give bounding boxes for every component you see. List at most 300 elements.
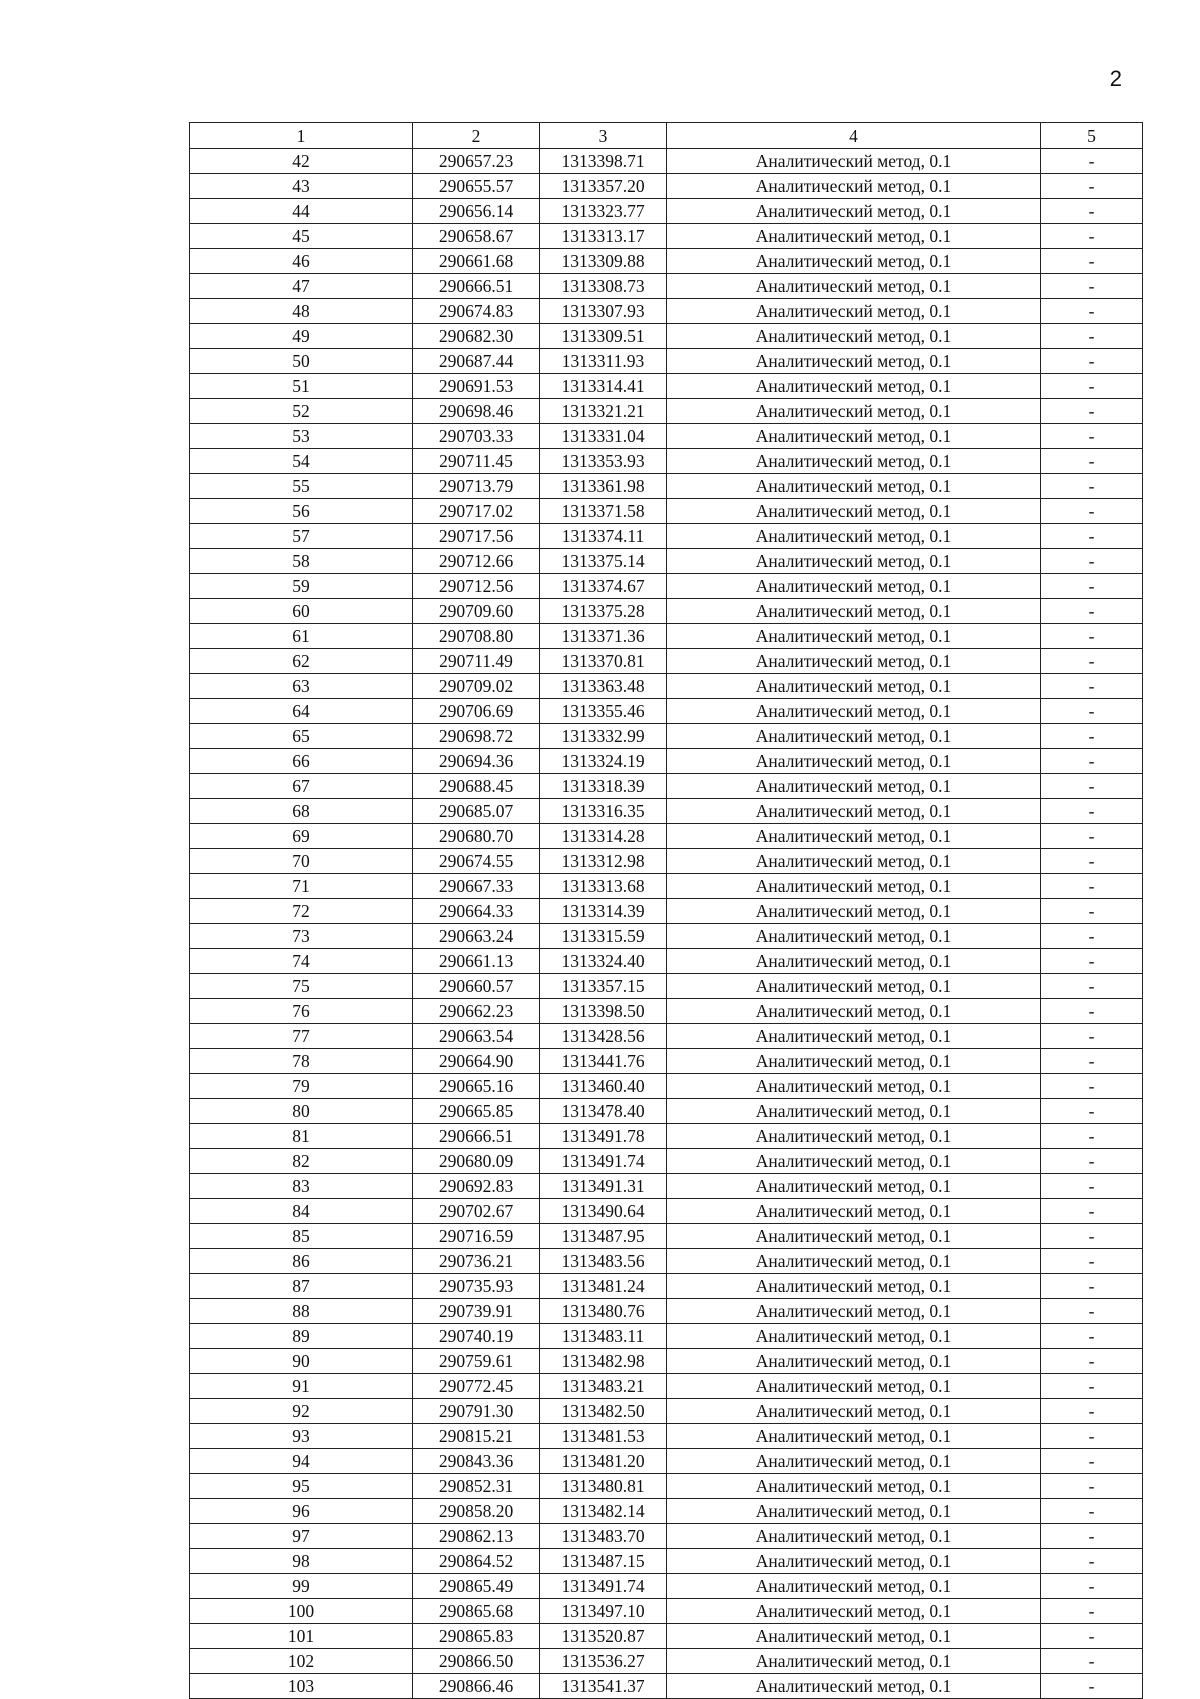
method-accuracy-cell: Аналитический метод, 0.1 — [667, 599, 1041, 624]
method-accuracy-cell: Аналитический метод, 0.1 — [667, 1599, 1041, 1624]
table-row — [190, 424, 1143, 449]
method-accuracy-cell: Аналитический метод, 0.1 — [667, 899, 1041, 924]
y-coordinate-cell: 1313483.70 — [540, 1524, 667, 1549]
point-number-cell: 69 — [190, 824, 413, 849]
note-cell: - — [1041, 524, 1143, 549]
note-cell: - — [1041, 649, 1143, 674]
note-cell: - — [1041, 1674, 1143, 1699]
x-coordinate-cell: 290736.21 — [413, 1249, 540, 1274]
point-number-cell: 66 — [190, 749, 413, 774]
method-accuracy-cell: Аналитический метод, 0.1 — [667, 874, 1041, 899]
note-cell: - — [1041, 874, 1143, 899]
note-cell: - — [1041, 1624, 1143, 1649]
x-coordinate-cell: 290703.33 — [413, 424, 540, 449]
point-number-cell: 52 — [190, 399, 413, 424]
table-row — [190, 349, 1143, 374]
y-coordinate-cell: 1313482.98 — [540, 1349, 667, 1374]
table-row — [190, 1224, 1143, 1249]
point-number-cell: 42 — [190, 149, 413, 174]
point-number-cell: 53 — [190, 424, 413, 449]
y-coordinate-cell: 1313361.98 — [540, 474, 667, 499]
method-accuracy-cell: Аналитический метод, 0.1 — [667, 1674, 1041, 1699]
table-row — [190, 574, 1143, 599]
table-row — [190, 849, 1143, 874]
method-accuracy-cell: Аналитический метод, 0.1 — [667, 1174, 1041, 1199]
y-coordinate-cell: 1313520.87 — [540, 1624, 667, 1649]
note-cell: - — [1041, 224, 1143, 249]
y-coordinate-cell: 1313314.28 — [540, 824, 667, 849]
method-accuracy-cell: Аналитический метод, 0.1 — [667, 1424, 1041, 1449]
point-number-cell: 81 — [190, 1124, 413, 1149]
table-row — [190, 299, 1143, 324]
point-number-cell: 75 — [190, 974, 413, 999]
y-coordinate-cell: 1313331.04 — [540, 424, 667, 449]
table-row — [190, 1499, 1143, 1524]
note-cell: - — [1041, 1074, 1143, 1099]
method-accuracy-cell: Аналитический метод, 0.1 — [667, 349, 1041, 374]
note-cell: - — [1041, 1524, 1143, 1549]
table-row — [190, 949, 1143, 974]
point-number-cell: 67 — [190, 774, 413, 799]
x-coordinate-cell: 290858.20 — [413, 1499, 540, 1524]
point-number-cell: 99 — [190, 1574, 413, 1599]
x-coordinate-cell: 290717.02 — [413, 499, 540, 524]
x-coordinate-cell: 290674.83 — [413, 299, 540, 324]
note-cell: - — [1041, 1274, 1143, 1299]
table-row — [190, 1599, 1143, 1624]
note-cell: - — [1041, 1399, 1143, 1424]
y-coordinate-cell: 1313316.35 — [540, 799, 667, 824]
x-coordinate-cell: 290680.09 — [413, 1149, 540, 1174]
x-coordinate-cell: 290717.56 — [413, 524, 540, 549]
column-header: 1 — [190, 123, 413, 149]
y-coordinate-cell: 1313370.81 — [540, 649, 667, 674]
y-coordinate-cell: 1313398.50 — [540, 999, 667, 1024]
y-coordinate-cell: 1313481.24 — [540, 1274, 667, 1299]
note-cell: - — [1041, 474, 1143, 499]
note-cell: - — [1041, 349, 1143, 374]
table-row — [190, 499, 1143, 524]
note-cell: - — [1041, 774, 1143, 799]
method-accuracy-cell: Аналитический метод, 0.1 — [667, 1574, 1041, 1599]
method-accuracy-cell: Аналитический метод, 0.1 — [667, 499, 1041, 524]
method-accuracy-cell: Аналитический метод, 0.1 — [667, 1524, 1041, 1549]
y-coordinate-cell: 1313308.73 — [540, 274, 667, 299]
method-accuracy-cell: Аналитический метод, 0.1 — [667, 649, 1041, 674]
table-body — [190, 149, 1143, 1699]
x-coordinate-cell: 290667.33 — [413, 874, 540, 899]
table-row — [190, 1474, 1143, 1499]
x-coordinate-cell: 290709.60 — [413, 599, 540, 624]
method-accuracy-cell: Аналитический метод, 0.1 — [667, 549, 1041, 574]
y-coordinate-cell: 1313491.31 — [540, 1174, 667, 1199]
x-coordinate-cell: 290843.36 — [413, 1449, 540, 1474]
point-number-cell: 82 — [190, 1149, 413, 1174]
point-number-cell: 87 — [190, 1274, 413, 1299]
method-accuracy-cell: Аналитический метод, 0.1 — [667, 1399, 1041, 1424]
point-number-cell: 86 — [190, 1249, 413, 1274]
table-row — [190, 1374, 1143, 1399]
point-number-cell: 62 — [190, 649, 413, 674]
y-coordinate-cell: 1313398.71 — [540, 149, 667, 174]
y-coordinate-cell: 1313480.76 — [540, 1299, 667, 1324]
point-number-cell: 58 — [190, 549, 413, 574]
y-coordinate-cell: 1313371.36 — [540, 624, 667, 649]
y-coordinate-cell: 1313490.64 — [540, 1199, 667, 1224]
point-number-cell: 51 — [190, 374, 413, 399]
note-cell: - — [1041, 974, 1143, 999]
y-coordinate-cell: 1313313.68 — [540, 874, 667, 899]
method-accuracy-cell: Аналитический метод, 0.1 — [667, 849, 1041, 874]
table-header-row — [190, 123, 1143, 149]
point-number-cell: 74 — [190, 949, 413, 974]
coordinates-table — [189, 122, 1143, 1699]
table-row — [190, 374, 1143, 399]
x-coordinate-cell: 290865.83 — [413, 1624, 540, 1649]
table-row — [190, 1249, 1143, 1274]
point-number-cell: 88 — [190, 1299, 413, 1324]
method-accuracy-cell: Аналитический метод, 0.1 — [667, 524, 1041, 549]
table-row — [190, 1274, 1143, 1299]
y-coordinate-cell: 1313487.15 — [540, 1549, 667, 1574]
point-number-cell: 49 — [190, 324, 413, 349]
x-coordinate-cell: 290852.31 — [413, 1474, 540, 1499]
x-coordinate-cell: 290712.56 — [413, 574, 540, 599]
x-coordinate-cell: 290815.21 — [413, 1424, 540, 1449]
table-row — [190, 1174, 1143, 1199]
table-row — [190, 324, 1143, 349]
note-cell: - — [1041, 1424, 1143, 1449]
table-row — [190, 724, 1143, 749]
method-accuracy-cell: Аналитический метод, 0.1 — [667, 274, 1041, 299]
y-coordinate-cell: 1313353.93 — [540, 449, 667, 474]
method-accuracy-cell: Аналитический метод, 0.1 — [667, 699, 1041, 724]
method-accuracy-cell: Аналитический метод, 0.1 — [667, 674, 1041, 699]
method-accuracy-cell: Аналитический метод, 0.1 — [667, 749, 1041, 774]
note-cell: - — [1041, 1349, 1143, 1374]
y-coordinate-cell: 1313314.41 — [540, 374, 667, 399]
point-number-cell: 76 — [190, 999, 413, 1024]
note-cell: - — [1041, 549, 1143, 574]
x-coordinate-cell: 290674.55 — [413, 849, 540, 874]
table-row — [190, 399, 1143, 424]
method-accuracy-cell: Аналитический метод, 0.1 — [667, 1449, 1041, 1474]
x-coordinate-cell: 290657.23 — [413, 149, 540, 174]
point-number-cell: 98 — [190, 1549, 413, 1574]
note-cell: - — [1041, 374, 1143, 399]
method-accuracy-cell: Аналитический метод, 0.1 — [667, 624, 1041, 649]
x-coordinate-cell: 290865.49 — [413, 1574, 540, 1599]
note-cell: - — [1041, 849, 1143, 874]
x-coordinate-cell: 290680.70 — [413, 824, 540, 849]
point-number-cell: 77 — [190, 1024, 413, 1049]
table-row — [190, 1124, 1143, 1149]
x-coordinate-cell: 290685.07 — [413, 799, 540, 824]
y-coordinate-cell: 1313374.67 — [540, 574, 667, 599]
table-row — [190, 999, 1143, 1024]
method-accuracy-cell: Аналитический метод, 0.1 — [667, 174, 1041, 199]
note-cell: - — [1041, 449, 1143, 474]
note-cell: - — [1041, 274, 1143, 299]
table-row — [190, 1674, 1143, 1699]
y-coordinate-cell: 1313375.14 — [540, 549, 667, 574]
y-coordinate-cell: 1313487.95 — [540, 1224, 667, 1249]
x-coordinate-cell: 290662.23 — [413, 999, 540, 1024]
point-number-cell: 93 — [190, 1424, 413, 1449]
y-coordinate-cell: 1313483.21 — [540, 1374, 667, 1399]
method-accuracy-cell: Аналитический метод, 0.1 — [667, 399, 1041, 424]
point-number-cell: 56 — [190, 499, 413, 524]
point-number-cell: 100 — [190, 1599, 413, 1624]
method-accuracy-cell: Аналитический метод, 0.1 — [667, 424, 1041, 449]
point-number-cell: 90 — [190, 1349, 413, 1374]
note-cell: - — [1041, 1549, 1143, 1574]
note-cell: - — [1041, 1149, 1143, 1174]
y-coordinate-cell: 1313483.56 — [540, 1249, 667, 1274]
method-accuracy-cell: Аналитический метод, 0.1 — [667, 1499, 1041, 1524]
table-row — [190, 649, 1143, 674]
y-coordinate-cell: 1313363.48 — [540, 674, 667, 699]
note-cell: - — [1041, 949, 1143, 974]
method-accuracy-cell: Аналитический метод, 0.1 — [667, 1374, 1041, 1399]
method-accuracy-cell: Аналитический метод, 0.1 — [667, 199, 1041, 224]
point-number-cell: 95 — [190, 1474, 413, 1499]
point-number-cell: 47 — [190, 274, 413, 299]
x-coordinate-cell: 290708.80 — [413, 624, 540, 649]
note-cell: - — [1041, 149, 1143, 174]
table-row — [190, 624, 1143, 649]
y-coordinate-cell: 1313324.40 — [540, 949, 667, 974]
y-coordinate-cell: 1313313.17 — [540, 224, 667, 249]
point-number-cell: 89 — [190, 1324, 413, 1349]
method-accuracy-cell: Аналитический метод, 0.1 — [667, 374, 1041, 399]
y-coordinate-cell: 1313483.11 — [540, 1324, 667, 1349]
table-row — [190, 224, 1143, 249]
method-accuracy-cell: Аналитический метод, 0.1 — [667, 1324, 1041, 1349]
point-number-cell: 84 — [190, 1199, 413, 1224]
method-accuracy-cell: Аналитический метод, 0.1 — [667, 1474, 1041, 1499]
note-cell: - — [1041, 599, 1143, 624]
y-coordinate-cell: 1313321.21 — [540, 399, 667, 424]
method-accuracy-cell: Аналитический метод, 0.1 — [667, 799, 1041, 824]
x-coordinate-cell: 290663.54 — [413, 1024, 540, 1049]
method-accuracy-cell: Аналитический метод, 0.1 — [667, 1549, 1041, 1574]
method-accuracy-cell: Аналитический метод, 0.1 — [667, 1149, 1041, 1174]
table-row — [190, 449, 1143, 474]
table-row — [190, 774, 1143, 799]
table-row — [190, 1449, 1143, 1474]
method-accuracy-cell: Аналитический метод, 0.1 — [667, 924, 1041, 949]
y-coordinate-cell: 1313324.19 — [540, 749, 667, 774]
method-accuracy-cell: Аналитический метод, 0.1 — [667, 774, 1041, 799]
x-coordinate-cell: 290866.50 — [413, 1649, 540, 1674]
x-coordinate-cell: 290706.69 — [413, 699, 540, 724]
method-accuracy-cell: Аналитический метод, 0.1 — [667, 299, 1041, 324]
table-row — [190, 1349, 1143, 1374]
point-number-cell: 97 — [190, 1524, 413, 1549]
y-coordinate-cell: 1313441.76 — [540, 1049, 667, 1074]
y-coordinate-cell: 1313491.74 — [540, 1574, 667, 1599]
note-cell: - — [1041, 1174, 1143, 1199]
note-cell: - — [1041, 1649, 1143, 1674]
point-number-cell: 44 — [190, 199, 413, 224]
x-coordinate-cell: 290665.16 — [413, 1074, 540, 1099]
column-header: 5 — [1041, 123, 1143, 149]
point-number-cell: 54 — [190, 449, 413, 474]
table-row — [190, 974, 1143, 999]
x-coordinate-cell: 290698.46 — [413, 399, 540, 424]
y-coordinate-cell: 1313315.59 — [540, 924, 667, 949]
y-coordinate-cell: 1313491.78 — [540, 1124, 667, 1149]
y-coordinate-cell: 1313357.20 — [540, 174, 667, 199]
point-number-cell: 59 — [190, 574, 413, 599]
method-accuracy-cell: Аналитический метод, 0.1 — [667, 474, 1041, 499]
table-row — [190, 1549, 1143, 1574]
table-row — [190, 549, 1143, 574]
point-number-cell: 85 — [190, 1224, 413, 1249]
point-number-cell: 80 — [190, 1099, 413, 1124]
x-coordinate-cell: 290666.51 — [413, 274, 540, 299]
y-coordinate-cell: 1313309.88 — [540, 249, 667, 274]
x-coordinate-cell: 290698.72 — [413, 724, 540, 749]
y-coordinate-cell: 1313309.51 — [540, 324, 667, 349]
y-coordinate-cell: 1313314.39 — [540, 899, 667, 924]
table-row — [190, 1574, 1143, 1599]
method-accuracy-cell: Аналитический метод, 0.1 — [667, 574, 1041, 599]
table-row — [190, 1049, 1143, 1074]
y-coordinate-cell: 1313481.20 — [540, 1449, 667, 1474]
column-header: 3 — [540, 123, 667, 149]
point-number-cell: 63 — [190, 674, 413, 699]
x-coordinate-cell: 290682.30 — [413, 324, 540, 349]
page-number: 2 — [1109, 66, 1122, 91]
x-coordinate-cell: 290661.13 — [413, 949, 540, 974]
x-coordinate-cell: 290702.67 — [413, 1199, 540, 1224]
x-coordinate-cell: 290658.67 — [413, 224, 540, 249]
y-coordinate-cell: 1313374.11 — [540, 524, 667, 549]
table-row — [190, 924, 1143, 949]
table-row — [190, 524, 1143, 549]
x-coordinate-cell: 290666.51 — [413, 1124, 540, 1149]
point-number-cell: 70 — [190, 849, 413, 874]
point-number-cell: 92 — [190, 1399, 413, 1424]
note-cell: - — [1041, 1124, 1143, 1149]
point-number-cell: 78 — [190, 1049, 413, 1074]
point-number-cell: 96 — [190, 1499, 413, 1524]
table-row — [190, 1099, 1143, 1124]
method-accuracy-cell: Аналитический метод, 0.1 — [667, 1249, 1041, 1274]
note-cell: - — [1041, 1024, 1143, 1049]
y-coordinate-cell: 1313307.93 — [540, 299, 667, 324]
x-coordinate-cell: 290740.19 — [413, 1324, 540, 1349]
table-row — [190, 699, 1143, 724]
note-cell: - — [1041, 574, 1143, 599]
table-row — [190, 474, 1143, 499]
method-accuracy-cell: Аналитический метод, 0.1 — [667, 149, 1041, 174]
note-cell: - — [1041, 1199, 1143, 1224]
method-accuracy-cell: Аналитический метод, 0.1 — [667, 1274, 1041, 1299]
note-cell: - — [1041, 1299, 1143, 1324]
x-coordinate-cell: 290759.61 — [413, 1349, 540, 1374]
note-cell: - — [1041, 1449, 1143, 1474]
point-number-cell: 101 — [190, 1624, 413, 1649]
x-coordinate-cell: 290664.90 — [413, 1049, 540, 1074]
point-number-cell: 94 — [190, 1449, 413, 1474]
table-row — [190, 149, 1143, 174]
x-coordinate-cell: 290866.46 — [413, 1674, 540, 1699]
note-cell: - — [1041, 1224, 1143, 1249]
note-cell: - — [1041, 299, 1143, 324]
y-coordinate-cell: 1313318.39 — [540, 774, 667, 799]
x-coordinate-cell: 290688.45 — [413, 774, 540, 799]
note-cell: - — [1041, 499, 1143, 524]
method-accuracy-cell: Аналитический метод, 0.1 — [667, 1349, 1041, 1374]
note-cell: - — [1041, 1474, 1143, 1499]
note-cell: - — [1041, 424, 1143, 449]
table-row — [190, 1524, 1143, 1549]
y-coordinate-cell: 1313323.77 — [540, 199, 667, 224]
note-cell: - — [1041, 1599, 1143, 1624]
note-cell: - — [1041, 724, 1143, 749]
point-number-cell: 61 — [190, 624, 413, 649]
note-cell: - — [1041, 399, 1143, 424]
table-row — [190, 599, 1143, 624]
method-accuracy-cell: Аналитический метод, 0.1 — [667, 1649, 1041, 1674]
table-row — [190, 749, 1143, 774]
note-cell: - — [1041, 924, 1143, 949]
table-row — [190, 1649, 1143, 1674]
table-row — [190, 1299, 1143, 1324]
y-coordinate-cell: 1313371.58 — [540, 499, 667, 524]
point-number-cell: 55 — [190, 474, 413, 499]
point-number-cell: 46 — [190, 249, 413, 274]
method-accuracy-cell: Аналитический метод, 0.1 — [667, 224, 1041, 249]
table-row — [190, 1324, 1143, 1349]
x-coordinate-cell: 290712.66 — [413, 549, 540, 574]
table-row — [190, 249, 1143, 274]
y-coordinate-cell: 1313491.74 — [540, 1149, 667, 1174]
method-accuracy-cell: Аналитический метод, 0.1 — [667, 449, 1041, 474]
x-coordinate-cell: 290864.52 — [413, 1549, 540, 1574]
x-coordinate-cell: 290665.85 — [413, 1099, 540, 1124]
note-cell: - — [1041, 174, 1143, 199]
note-cell: - — [1041, 199, 1143, 224]
y-coordinate-cell: 1313428.56 — [540, 1024, 667, 1049]
table-row — [190, 199, 1143, 224]
note-cell: - — [1041, 1049, 1143, 1074]
x-coordinate-cell: 290663.24 — [413, 924, 540, 949]
x-coordinate-cell: 290655.57 — [413, 174, 540, 199]
method-accuracy-cell: Аналитический метод, 0.1 — [667, 1099, 1041, 1124]
method-accuracy-cell: Аналитический метод, 0.1 — [667, 1024, 1041, 1049]
y-coordinate-cell: 1313332.99 — [540, 724, 667, 749]
table-row — [190, 174, 1143, 199]
point-number-cell: 73 — [190, 924, 413, 949]
table-row — [190, 824, 1143, 849]
table-row — [190, 1024, 1143, 1049]
y-coordinate-cell: 1313536.27 — [540, 1649, 667, 1674]
x-coordinate-cell: 290711.45 — [413, 449, 540, 474]
method-accuracy-cell: Аналитический метод, 0.1 — [667, 1624, 1041, 1649]
method-accuracy-cell: Аналитический метод, 0.1 — [667, 724, 1041, 749]
x-coordinate-cell: 290862.13 — [413, 1524, 540, 1549]
x-coordinate-cell: 290692.83 — [413, 1174, 540, 1199]
point-number-cell: 48 — [190, 299, 413, 324]
point-number-cell: 68 — [190, 799, 413, 824]
method-accuracy-cell: Аналитический метод, 0.1 — [667, 974, 1041, 999]
table-row — [190, 1074, 1143, 1099]
method-accuracy-cell: Аналитический метод, 0.1 — [667, 324, 1041, 349]
